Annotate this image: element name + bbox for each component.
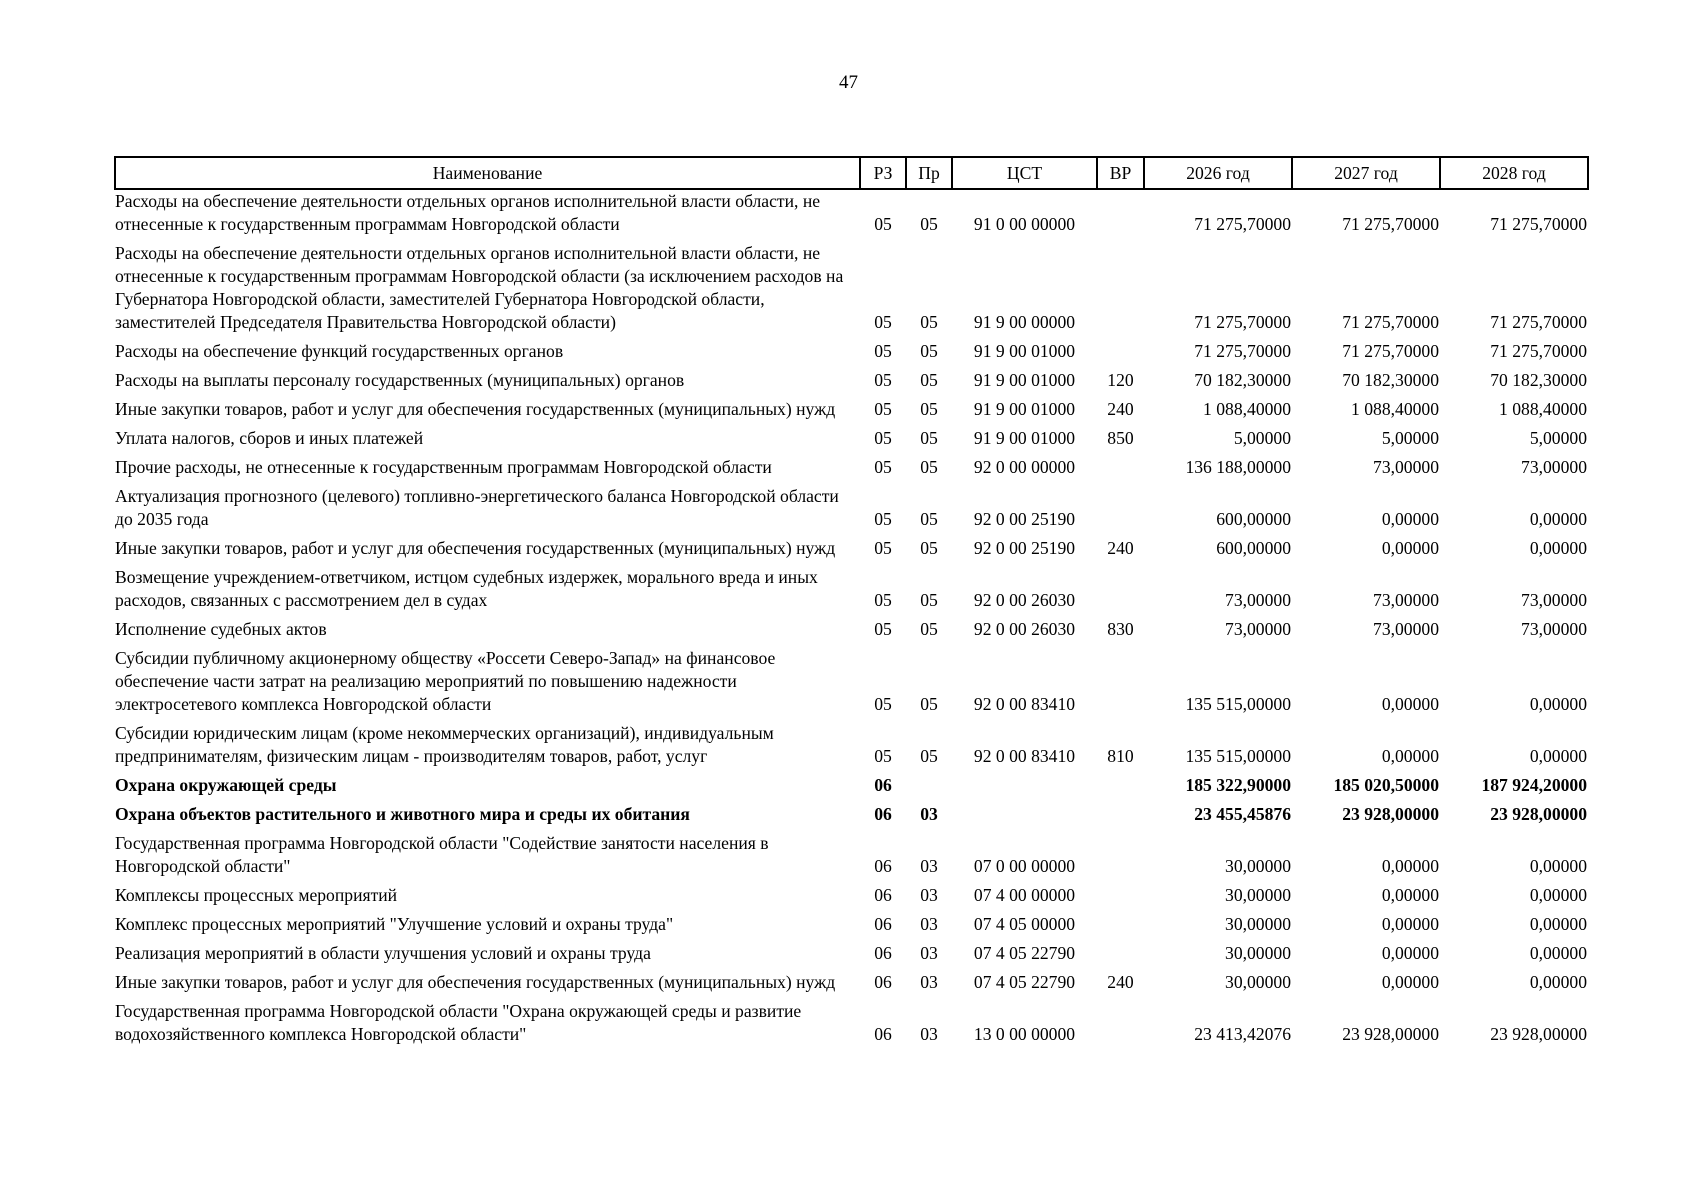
cell-2026: 30,00000	[1225, 943, 1291, 963]
cell-2026: 71 275,70000	[1194, 214, 1291, 234]
cell-name: Расходы на обеспечение функций государственных органов	[115, 341, 564, 361]
cell-2027: 0,00000	[1381, 856, 1439, 876]
cell-rz: 06	[874, 972, 892, 992]
cell-2027: 1 088,40000	[1351, 399, 1439, 419]
cell-2027: 71 275,70000	[1342, 214, 1439, 234]
cell-2028: 0,00000	[1529, 885, 1587, 905]
cell-2026: 73,00000	[1225, 590, 1291, 610]
cell-vr	[1097, 456, 1144, 485]
cell-2027: 70 182,30000	[1342, 370, 1439, 390]
cell-2026: 5,00000	[1233, 428, 1291, 448]
cell-pr: 05	[920, 694, 938, 714]
cell-vr	[1097, 340, 1144, 369]
cell-rz: 05	[874, 590, 892, 610]
cell-2028: 73,00000	[1521, 619, 1587, 639]
cell-cst: 92 0 00 26030	[973, 619, 1076, 639]
cell-2026: 71 275,70000	[1194, 341, 1291, 361]
cell-2026: 73,00000	[1225, 619, 1291, 639]
cell-2027: 23 928,00000	[1342, 1024, 1439, 1044]
cell-2026: 30,00000	[1225, 856, 1291, 876]
cell-2027: 0,00000	[1381, 694, 1439, 714]
cell-pr: 05	[920, 538, 938, 558]
page-number: 47	[839, 72, 858, 93]
cell-cst: 91 9 00 01000	[973, 370, 1076, 390]
table-row	[115, 774, 1588, 803]
cell-vr	[1097, 1000, 1144, 1052]
cell-cst: 92 0 00 25190	[973, 538, 1076, 558]
cell-rz: 05	[874, 370, 892, 390]
cell-vr: 120	[1107, 370, 1134, 390]
column-header-rz: РЗ	[860, 157, 906, 189]
cell-name: Комплексы процессных мероприятий	[115, 885, 398, 905]
table-row	[115, 618, 1588, 647]
cell-pr	[906, 774, 952, 803]
cell-pr: 03	[920, 885, 938, 905]
cell-name: Иные закупки товаров, работ и услуг для обеспечения государственных (муниципальных) нужд	[115, 538, 836, 558]
budget-table	[114, 156, 1589, 1052]
cell-name: Расходы на выплаты персоналу государственных (муниципальных) органов	[115, 370, 685, 390]
cell-2028: 0,00000	[1529, 914, 1587, 934]
cell-cst: 91 9 00 01000	[973, 428, 1076, 448]
cell-pr: 05	[920, 370, 938, 390]
cell-rz: 05	[874, 538, 892, 558]
cell-rz: 06	[874, 914, 892, 934]
table-row	[115, 971, 1588, 1000]
cell-rz: 05	[874, 509, 892, 529]
table-row	[115, 427, 1588, 456]
cell-pr: 03	[920, 1024, 938, 1044]
cell-cst	[952, 803, 1097, 832]
table-row	[115, 566, 1588, 618]
cell-name: Возмещение учреждением-ответчиком, истцом судебных издержек, морального вреда и иных расходов, связанных с рассмотрением дел в судах	[115, 567, 818, 610]
cell-name: Государственная программа Новгородской области "Охрана окружающей среды и развитие водохозяйственного комплекса Новгородской области"	[115, 1001, 802, 1044]
table-row	[115, 1000, 1588, 1052]
cell-cst: 92 0 00 26030	[973, 590, 1076, 610]
cell-rz: 05	[874, 399, 892, 419]
cell-pr: 05	[920, 590, 938, 610]
cell-name: Субсидии юридическим лицам (кроме некоммерческих организаций), индивидуальным предпринимателям, физическим лицам - производителям товаров, работ, услуг	[115, 723, 774, 766]
cell-pr: 05	[920, 341, 938, 361]
table-row	[115, 832, 1588, 884]
cell-cst: 07 4 05 00000	[973, 914, 1076, 934]
cell-2027: 71 275,70000	[1342, 341, 1439, 361]
table-row	[115, 884, 1588, 913]
column-header-2027: 2027 год	[1292, 157, 1440, 189]
cell-2028: 70 182,30000	[1490, 370, 1587, 390]
cell-2028: 23 928,00000	[1490, 1024, 1587, 1044]
table-body	[115, 189, 1588, 1052]
cell-pr: 05	[920, 214, 938, 234]
cell-2028: 73,00000	[1521, 590, 1587, 610]
cell-name: Расходы на обеспечение деятельности отдельных органов исполнительной власти области, не отнесенные к государственным программам Новгородской области	[115, 191, 821, 234]
column-header-pr: Пр	[906, 157, 952, 189]
cell-2027: 185 020,50000	[1333, 775, 1439, 795]
cell-name: Охрана объектов растительного и животного мира и среды их обитания	[115, 804, 690, 824]
cell-2027: 0,00000	[1381, 885, 1439, 905]
cell-rz: 06	[874, 804, 892, 824]
cell-name: Реализация мероприятий в области улучшения условий и охраны труда	[115, 943, 651, 963]
cell-2026: 71 275,70000	[1194, 312, 1291, 332]
cell-cst: 13 0 00 00000	[973, 1024, 1076, 1044]
cell-name: Иные закупки товаров, работ и услуг для обеспечения государственных (муниципальных) нужд	[115, 972, 836, 992]
cell-cst: 91 0 00 00000	[973, 214, 1076, 234]
cell-cst: 07 4 00 00000	[973, 885, 1076, 905]
cell-vr	[1097, 942, 1144, 971]
cell-name: Исполнение судебных актов	[115, 619, 327, 639]
cell-2026: 136 188,00000	[1185, 457, 1291, 477]
cell-2027: 73,00000	[1373, 590, 1439, 610]
cell-rz: 06	[874, 856, 892, 876]
cell-2028: 0,00000	[1529, 856, 1587, 876]
cell-2028: 71 275,70000	[1490, 341, 1587, 361]
cell-2027: 0,00000	[1381, 509, 1439, 529]
column-header-cst: ЦСТ	[952, 157, 1097, 189]
cell-cst: 91 9 00 01000	[973, 399, 1076, 419]
table-row	[115, 647, 1588, 722]
cell-cst: 92 0 00 25190	[973, 509, 1076, 529]
cell-vr	[1097, 774, 1144, 803]
cell-name: Актуализация прогнозного (целевого) топливно-энергетического баланса Новгородской области до 2035 года	[115, 486, 839, 529]
cell-2026: 1 088,40000	[1203, 399, 1291, 419]
table-row	[115, 242, 1588, 340]
cell-rz: 05	[874, 694, 892, 714]
cell-vr: 240	[1107, 538, 1134, 558]
cell-2027: 0,00000	[1381, 538, 1439, 558]
cell-cst: 91 9 00 00000	[973, 312, 1076, 332]
cell-2027: 71 275,70000	[1342, 312, 1439, 332]
cell-pr: 05	[920, 399, 938, 419]
table-header	[115, 157, 1588, 189]
cell-pr: 03	[920, 943, 938, 963]
cell-vr: 830	[1107, 619, 1134, 639]
cell-2028: 71 275,70000	[1490, 312, 1587, 332]
table-row	[115, 485, 1588, 537]
cell-pr: 05	[920, 312, 938, 332]
cell-pr: 05	[920, 746, 938, 766]
table-row	[115, 537, 1588, 566]
cell-rz: 06	[874, 1024, 892, 1044]
cell-2028: 187 924,20000	[1481, 775, 1587, 795]
cell-rz: 05	[874, 341, 892, 361]
cell-pr: 05	[920, 457, 938, 477]
cell-cst: 92 0 00 83410	[973, 694, 1076, 714]
cell-2026: 30,00000	[1225, 914, 1291, 934]
cell-pr: 05	[920, 509, 938, 529]
column-header-vr: ВР	[1097, 157, 1144, 189]
cell-rz: 05	[874, 214, 892, 234]
cell-rz: 05	[874, 428, 892, 448]
column-header-2026: 2026 год	[1144, 157, 1292, 189]
cell-cst	[952, 774, 1097, 803]
cell-2027: 73,00000	[1373, 619, 1439, 639]
table-row	[115, 722, 1588, 774]
table-row	[115, 456, 1588, 485]
cell-name: Государственная программа Новгородской области "Содействие занятости населения в Новгородской области"	[115, 833, 769, 876]
cell-name: Субсидии публичному акционерному обществу «Россети Северо-Запад» на финансовое обеспечение части затрат на реализацию мероприятий по повышению надежности электросетевого комплекса Новгородской области	[115, 648, 776, 714]
cell-vr: 240	[1107, 399, 1134, 419]
cell-2027: 5,00000	[1381, 428, 1439, 448]
table-row	[115, 369, 1588, 398]
cell-2027: 0,00000	[1381, 746, 1439, 766]
cell-2028: 5,00000	[1529, 428, 1587, 448]
table-row	[115, 340, 1588, 369]
cell-rz: 06	[874, 943, 892, 963]
cell-2028: 0,00000	[1529, 694, 1587, 714]
column-header-name: Наименование	[115, 157, 860, 189]
cell-vr	[1097, 485, 1144, 537]
table-row	[115, 942, 1588, 971]
cell-vr: 240	[1107, 972, 1134, 992]
cell-2026: 30,00000	[1225, 972, 1291, 992]
table-row	[115, 803, 1588, 832]
cell-cst: 92 0 00 83410	[973, 746, 1076, 766]
table-row	[115, 398, 1588, 427]
cell-2027: 23 928,00000	[1342, 804, 1439, 824]
cell-2027: 73,00000	[1373, 457, 1439, 477]
cell-2026: 135 515,00000	[1185, 694, 1291, 714]
cell-pr: 03	[920, 914, 938, 934]
cell-2026: 600,00000	[1216, 509, 1291, 529]
cell-2028: 0,00000	[1529, 943, 1587, 963]
cell-vr	[1097, 566, 1144, 618]
cell-2027: 0,00000	[1381, 914, 1439, 934]
cell-cst: 07 4 05 22790	[973, 972, 1076, 992]
cell-vr	[1097, 884, 1144, 913]
cell-2028: 1 088,40000	[1499, 399, 1587, 419]
cell-name: Иные закупки товаров, работ и услуг для обеспечения государственных (муниципальных) нужд	[115, 399, 836, 419]
cell-name: Прочие расходы, не отнесенные к государственным программам Новгородской области	[115, 457, 772, 477]
cell-2028: 0,00000	[1529, 746, 1587, 766]
cell-vr	[1097, 913, 1144, 942]
cell-name: Охрана окружающей среды	[115, 775, 337, 795]
cell-rz: 05	[874, 746, 892, 766]
cell-vr	[1097, 647, 1144, 722]
cell-cst: 07 0 00 00000	[973, 856, 1076, 876]
cell-2026: 600,00000	[1216, 538, 1291, 558]
cell-2026: 23 413,42076	[1194, 1024, 1291, 1044]
cell-vr	[1097, 832, 1144, 884]
cell-rz: 06	[874, 775, 892, 795]
cell-cst: 92 0 00 00000	[973, 457, 1076, 477]
column-header-2028: 2028 год	[1440, 157, 1588, 189]
cell-pr: 05	[920, 619, 938, 639]
cell-vr: 810	[1107, 746, 1134, 766]
cell-2027: 0,00000	[1381, 943, 1439, 963]
cell-name: Расходы на обеспечение деятельности отдельных органов исполнительной власти области, не отнесенные к государственным программам Новгородской области (за исключением расходов на Губернатора Новгородской области, заместителей Губернатора Новгородской области, заместителей Председателя Правительства Новгородской области)	[115, 243, 844, 332]
cell-2026: 23 455,45876	[1194, 804, 1291, 824]
cell-rz: 06	[874, 885, 892, 905]
cell-rz: 05	[874, 312, 892, 332]
cell-cst: 91 9 00 01000	[973, 341, 1076, 361]
cell-2028: 0,00000	[1529, 972, 1587, 992]
cell-vr	[1097, 803, 1144, 832]
cell-2026: 185 322,90000	[1185, 775, 1291, 795]
cell-2026: 135 515,00000	[1185, 746, 1291, 766]
cell-2028: 71 275,70000	[1490, 214, 1587, 234]
cell-2026: 70 182,30000	[1194, 370, 1291, 390]
cell-name: Уплата налогов, сборов и иных платежей	[115, 428, 424, 448]
cell-vr	[1097, 189, 1144, 242]
cell-cst: 07 4 05 22790	[973, 943, 1076, 963]
cell-pr: 03	[920, 804, 938, 824]
cell-name: Комплекс процессных мероприятий "Улучшение условий и охраны труда"	[115, 914, 674, 934]
cell-2026: 30,00000	[1225, 885, 1291, 905]
table-row	[115, 913, 1588, 942]
cell-2027: 0,00000	[1381, 972, 1439, 992]
cell-2028: 73,00000	[1521, 457, 1587, 477]
cell-rz: 05	[874, 619, 892, 639]
cell-pr: 03	[920, 972, 938, 992]
cell-2028: 0,00000	[1529, 538, 1587, 558]
cell-rz: 05	[874, 457, 892, 477]
cell-pr: 03	[920, 856, 938, 876]
cell-vr	[1097, 242, 1144, 340]
cell-pr: 05	[920, 428, 938, 448]
cell-2028: 0,00000	[1529, 509, 1587, 529]
table-row	[115, 189, 1588, 242]
cell-2028: 23 928,00000	[1490, 804, 1587, 824]
cell-vr: 850	[1107, 428, 1134, 448]
